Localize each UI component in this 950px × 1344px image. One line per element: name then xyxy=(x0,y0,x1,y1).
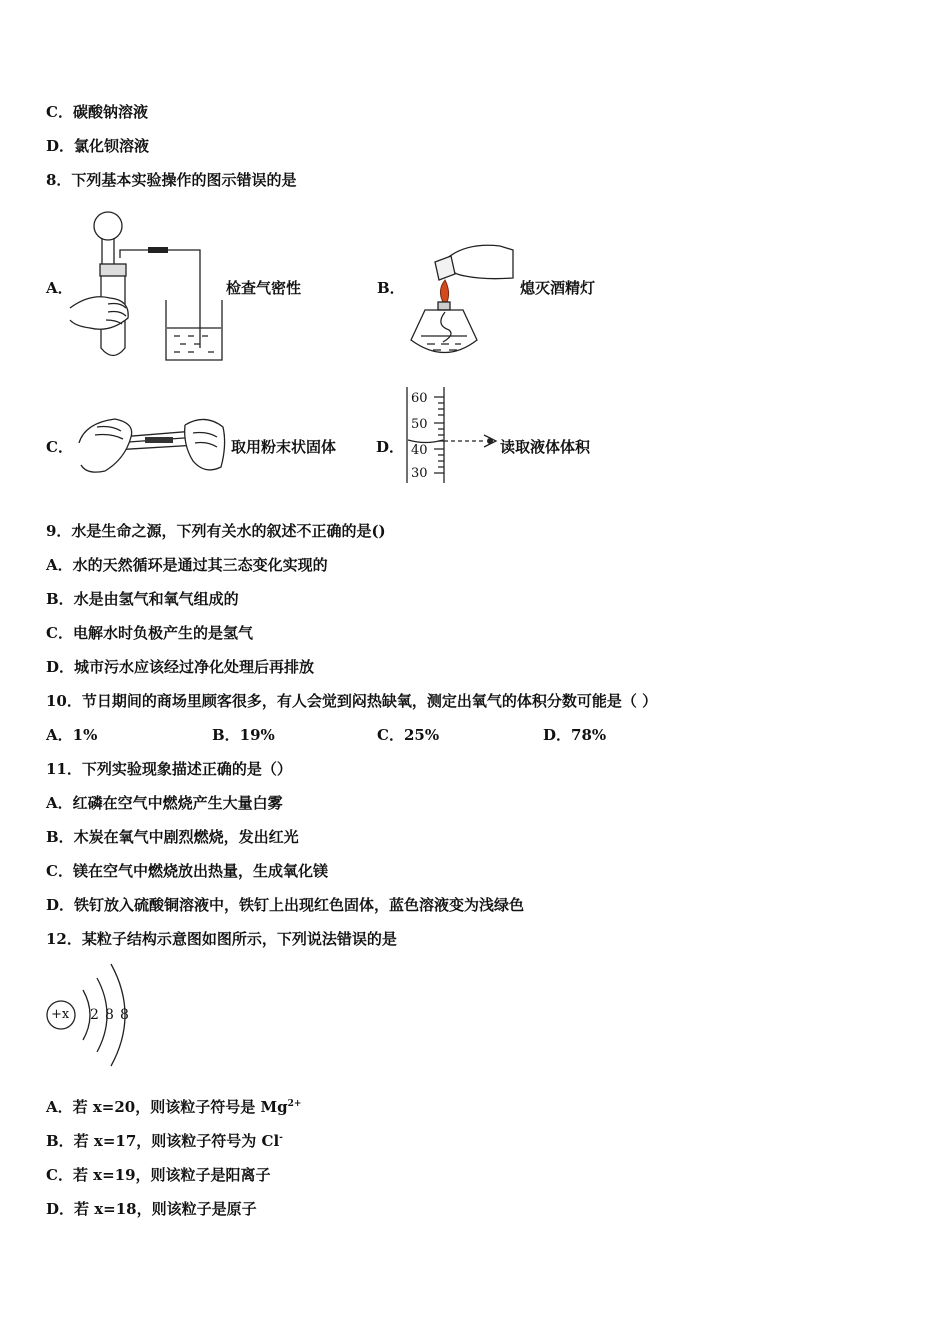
q8-c-caption: 取用粉末状固体 xyxy=(231,438,337,456)
q10-option-b: B．19% xyxy=(212,726,275,744)
shell-electrons-3: 8 xyxy=(120,1007,129,1023)
q10-option-a: A．1% xyxy=(46,726,98,744)
q11-option-a: A．红磷在空气中燃烧产生大量白雾 xyxy=(46,794,283,812)
q8-stem: 8．下列基本实验操作的图示错误的是 xyxy=(46,171,297,189)
q11-stem: 11．下列实验现象描述正确的是（） xyxy=(46,760,292,778)
shell-arc-1 xyxy=(83,990,90,1040)
q11-option-b: B．木炭在氧气中剧烈燃烧，发出红光 xyxy=(46,828,299,846)
q8-c-label: C． xyxy=(46,438,73,456)
q9-option-b: B．水是由氢气和氧气组成的 xyxy=(46,590,239,608)
q9-option-d: D．城市污水应该经过净化处理后再排放 xyxy=(46,658,315,676)
q12-option-b: B．若 x=17，则该粒子符号为 Cl- xyxy=(46,1132,283,1150)
q12-option-d: D．若 x=18，则该粒子是原子 xyxy=(46,1200,257,1218)
q9-stem: 9．水是生命之源，下列有关水的叙述不正确的是() xyxy=(46,522,386,540)
q8-b-label: B． xyxy=(377,279,405,297)
q10-option-c: C．25% xyxy=(377,726,440,744)
cylinder-tick-40: 40 xyxy=(411,443,428,458)
q9-option-a: A．水的天然循环是通过其三态变化实现的 xyxy=(46,556,328,574)
cylinder-tick-60: 60 xyxy=(411,391,428,406)
q12-option-c: C．若 x=19，则该粒子是阳离子 xyxy=(46,1166,271,1184)
cylinder-tick-50: 50 xyxy=(411,417,428,432)
nucleus-charge: +x xyxy=(51,1007,70,1022)
shell-electrons-1: 2 xyxy=(90,1007,99,1023)
shell-electrons-2: 8 xyxy=(105,1007,114,1023)
q8-a-label: A． xyxy=(46,279,73,297)
q12-stem: 12．某粒子结构示意图如图所示，下列说法错误的是 xyxy=(46,930,397,948)
airtightness-check-figure xyxy=(70,208,230,368)
q10-option-d: D．78% xyxy=(543,726,607,744)
q10-stem: 10．节日期间的商场里顾客很多，有人会觉到闷热缺氧，测定出氧气的体积分数可能是（ ） xyxy=(46,692,658,710)
q8-d-label: D． xyxy=(376,438,405,456)
q7-option-d: D．氯化钡溶液 xyxy=(46,137,150,155)
q7-option-c: C．碳酸钠溶液 xyxy=(46,103,148,121)
q8-a-caption: 检查气密性 xyxy=(226,279,302,297)
cylinder-tick-30: 30 xyxy=(411,466,428,481)
powder-solid-figure xyxy=(75,405,230,480)
q12-option-a: A．若 x=20，则该粒子符号是 $Mg^{2+}$ xyxy=(46,1098,302,1116)
q11-option-d: D．铁钉放入硫酸铜溶液中，铁钉上出现红色固体，蓝色溶液变为浅绿色 xyxy=(46,896,525,914)
q8-b-caption: 熄灭酒精灯 xyxy=(520,279,596,297)
q9-option-c: C．电解水时负极产生的是氢气 xyxy=(46,624,253,642)
q8-d-caption: 读取液体体积 xyxy=(500,438,591,456)
alcohol-lamp-figure xyxy=(405,240,515,365)
q11-option-c: C．镁在空气中燃烧放出热量，生成氧化镁 xyxy=(46,862,328,880)
